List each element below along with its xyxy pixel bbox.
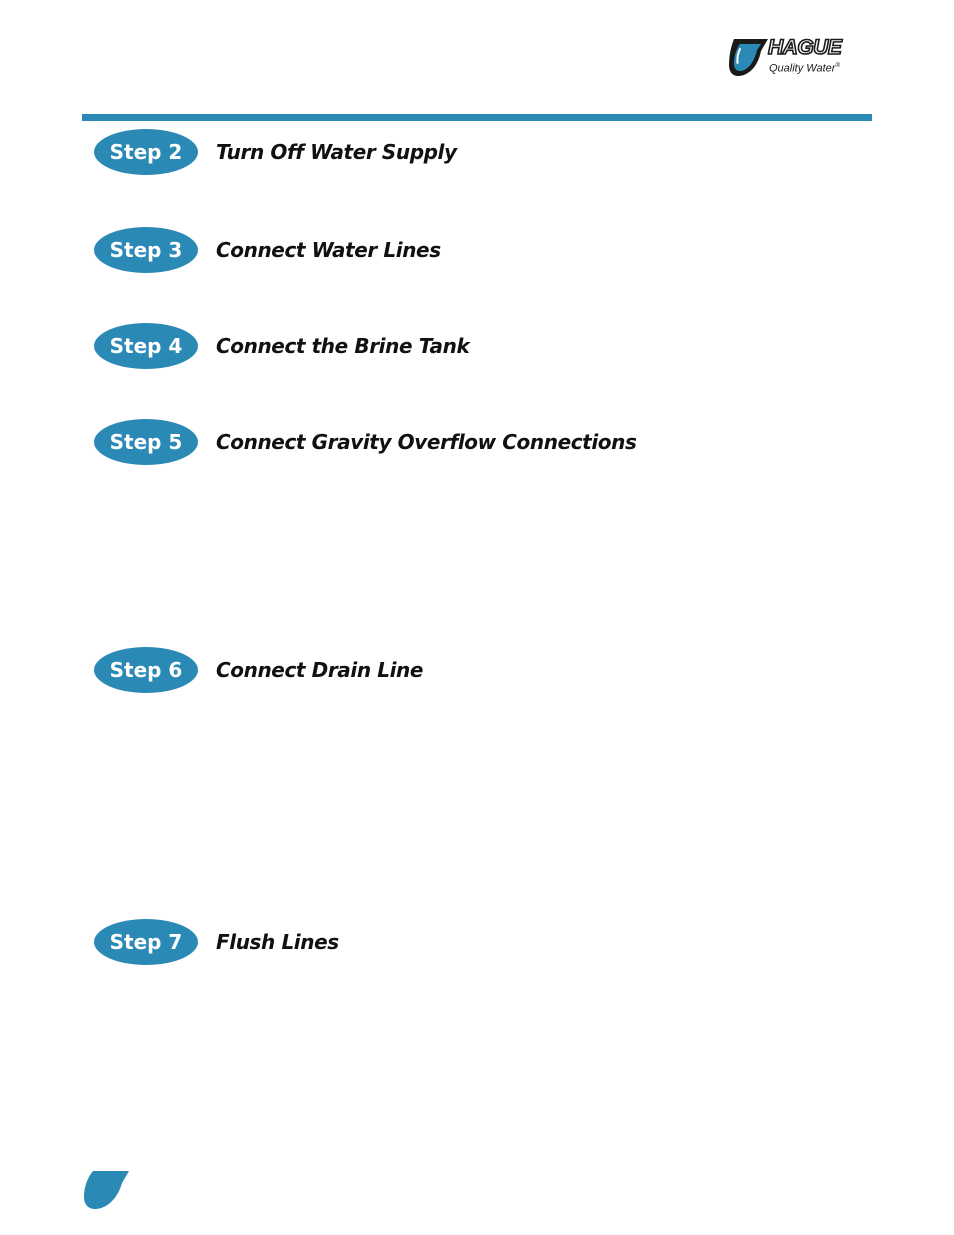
water-drop-icon	[728, 36, 770, 78]
step-title: Connect Gravity Overflow Connections	[216, 430, 637, 454]
step-badge: Step 5	[94, 419, 198, 465]
step-title: Connect Water Lines	[216, 238, 441, 262]
logo-tagline	[769, 60, 840, 75]
logo-tagline-text: Quality Water	[769, 62, 836, 75]
header-divider	[82, 114, 872, 121]
step-badge: Step 4	[94, 323, 198, 369]
step-badge: Step 6	[94, 647, 198, 693]
registered-mark: ®	[835, 63, 840, 69]
hague-logo	[728, 36, 870, 80]
step-title: Connect Drain Line	[216, 658, 424, 682]
logo-wordmark: HAGUE	[768, 36, 842, 59]
step-title: Turn Off Water Supply	[216, 140, 457, 164]
step-badge: Step 2	[94, 129, 198, 175]
step-badge: Step 3	[94, 227, 198, 273]
footer-drop-icon	[83, 1170, 131, 1210]
step-title: Flush Lines	[216, 930, 339, 954]
step-title: Connect the Brine Tank	[216, 334, 470, 358]
step-badge: Step 7	[94, 919, 198, 965]
